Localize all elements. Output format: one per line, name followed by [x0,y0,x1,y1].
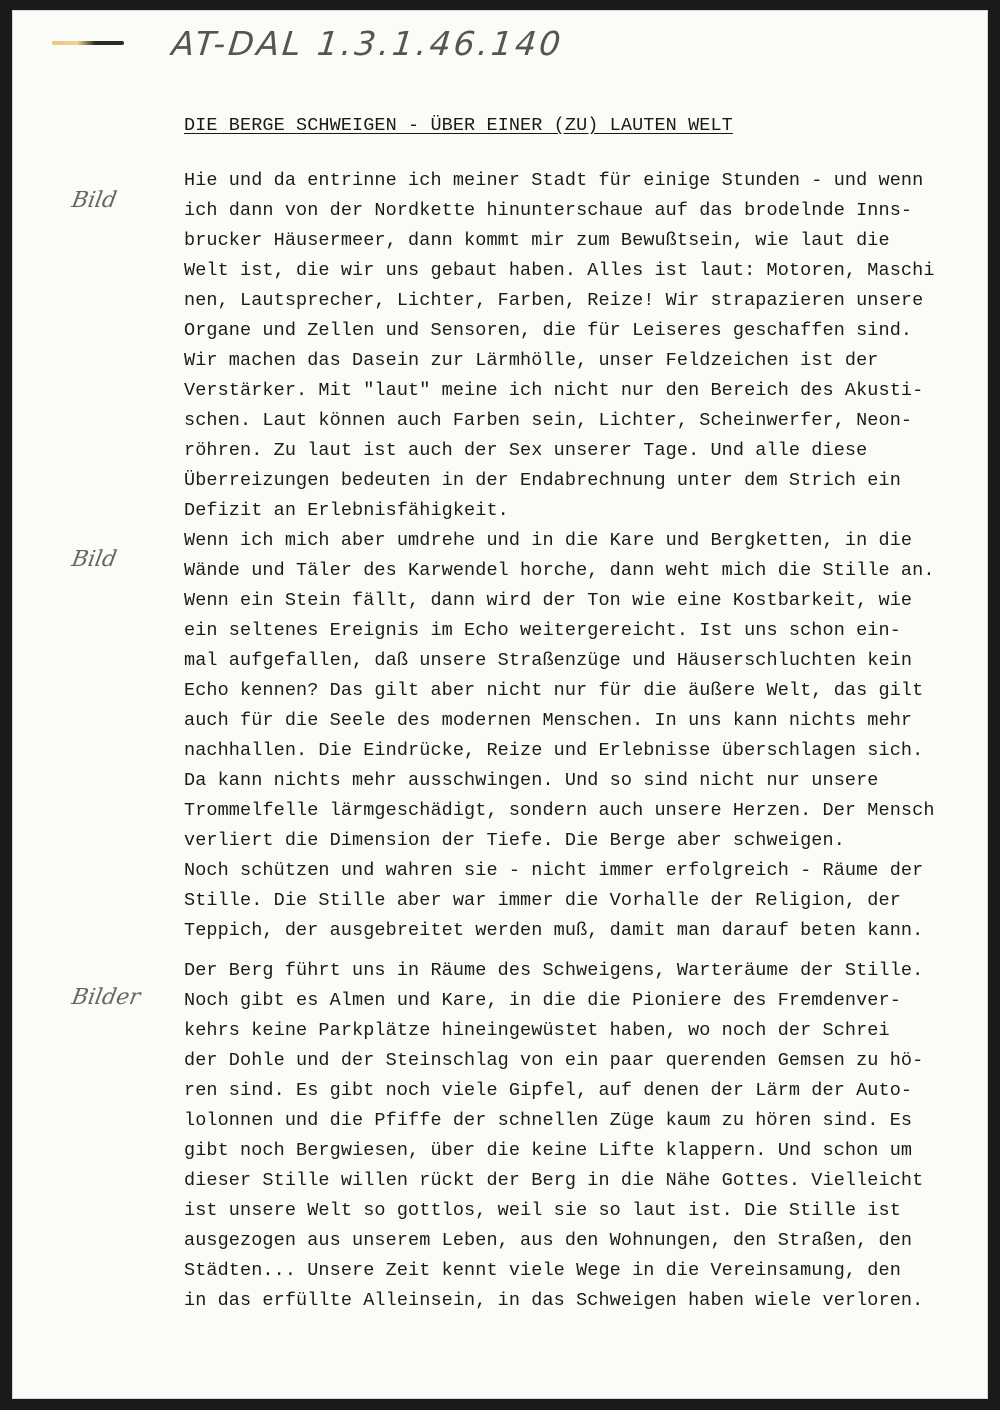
text-line: Wenn ein Stein fällt, dann wird der Ton wie eine Kostbarkeit, wie [184,590,913,611]
text-line: Trommelfelle lärmgeschädigt, sondern auch unsere Herzen. Der Mensch [184,800,935,821]
text-line: Welt ist, die wir uns gebaut haben. Alles ist laut: Motoren, Maschi [184,260,935,281]
text-line: Überreizungen bedeuten in der Endabrechnung unter dem Strich ein [184,470,901,491]
text-line: Verstärker. Mit "laut" meine ich nicht nur den Bereich des Akusti- [184,380,924,401]
text-line: Hie und da entrinne ich meiner Stadt für einige Stunden - und wenn [184,170,924,191]
text-line: Organe und Zellen und Sensoren, die für Leiseres geschaffen sind. [184,320,913,341]
text-line: dieser Stille willen rückt der Berg in die Nähe Gottes. Vielleicht [184,1170,924,1191]
margin-note-1: Bild [69,188,119,213]
text-line: röhren. Zu laut ist auch der Sex unserer Tage. Und alle diese [184,440,868,461]
text-line: nen, Lautsprecher, Lichter, Farben, Reize! Wir strapazieren unsere [184,290,924,311]
text-line: Noch schützen und wahren sie - nicht immer erfolgreich - Räume der [184,860,924,881]
text-line: lolonnen und die Pfiffe der schnellen Züge kaum zu hören sind. Es [184,1110,913,1131]
text-line: der Dohle und der Steinschlag von ein paar querenden Gemsen zu hö- [184,1050,924,1071]
text-line: Wenn ich mich aber umdrehe und in die Kare und Bergketten, in die [184,530,913,551]
archive-id: AT-DAL 1.3.1.46.140 [169,24,566,63]
marker-tab [52,41,124,45]
text-line: Stille. Die Stille aber war immer die Vorhalle der Religion, der [184,890,901,911]
paragraph-1 [184,166,935,526]
text-line: Städten... Unsere Zeit kennt viele Wege in die Vereinsamung, den [184,1260,901,1281]
text-line: Noch gibt es Almen und Kare, in die die Pioniere des Fremdenver- [184,990,901,1011]
paragraph-3 [184,956,923,1316]
document-page [12,10,988,1399]
text-line: Wir machen das Dasein zur Lärmhölle, unser Feldzeichen ist der [184,350,879,371]
margin-note-3: Bilder [69,985,143,1010]
text-line: Der Berg führt uns in Räume des Schweigens, Warteräume der Stille. [184,960,924,981]
text-line: Echo kennen? Das gilt aber nicht nur für die äußere Welt, das gilt [184,680,924,701]
text-line: nachhallen. Die Eindrücke, Reize und Erlebnisse überschlagen sich. [184,740,924,761]
text-line: kehrs keine Parkplätze hineingewüstet haben, wo noch der Schrei [184,1020,890,1041]
margin-note-2: Bild [69,547,119,572]
text-line: Da kann nichts mehr ausschwingen. Und so sind nicht nur unsere [184,770,879,791]
text-line: verliert die Dimension der Tiefe. Die Berge aber schweigen. [184,830,845,851]
text-line: gibt noch Bergwiesen, über die keine Lifte klappern. Und schon um [184,1140,913,1161]
text-line: ausgezogen aus unserem Leben, aus den Wohnungen, den Straßen, den [184,1230,913,1251]
text-line: auch für die Seele des modernen Menschen. In uns kann nichts mehr [184,710,913,731]
text-line: ren sind. Es gibt noch viele Gipfel, auf denen der Lärm der Auto- [184,1080,913,1101]
text-line: Defizit an Erlebnisfähigkeit. [184,500,509,521]
text-line: mal aufgefallen, daß unsere Straßenzüge und Häuserschluchten kein [184,650,913,671]
text-line: in das erfüllte Alleinsein, in das Schweigen haben wiele verloren. [184,1290,924,1311]
text-line: ich dann von der Nordkette hinunterschaue auf das brodelnde Inns- [184,200,913,221]
text-line: ist unsere Welt so gottlos, weil sie so laut ist. Die Stille ist [184,1200,901,1221]
document-title: DIE BERGE SCHWEIGEN - ÜBER EINER (ZU) LAUTEN WELT [184,115,733,136]
text-line: schen. Laut können auch Farben sein, Lichter, Scheinwerfer, Neon- [184,410,913,431]
text-line: Teppich, der ausgebreitet werden muß, damit man darauf beten kann. [184,920,924,941]
text-line: brucker Häusermeer, dann kommt mir zum Bewußtsein, wie laut die [184,230,890,251]
text-line: ein seltenes Ereignis im Echo weitergereicht. Ist uns schon ein- [184,620,901,641]
paragraph-2 [184,526,935,946]
text-line: Wände und Täler des Karwendel horche, dann weht mich die Stille an. [184,560,935,581]
